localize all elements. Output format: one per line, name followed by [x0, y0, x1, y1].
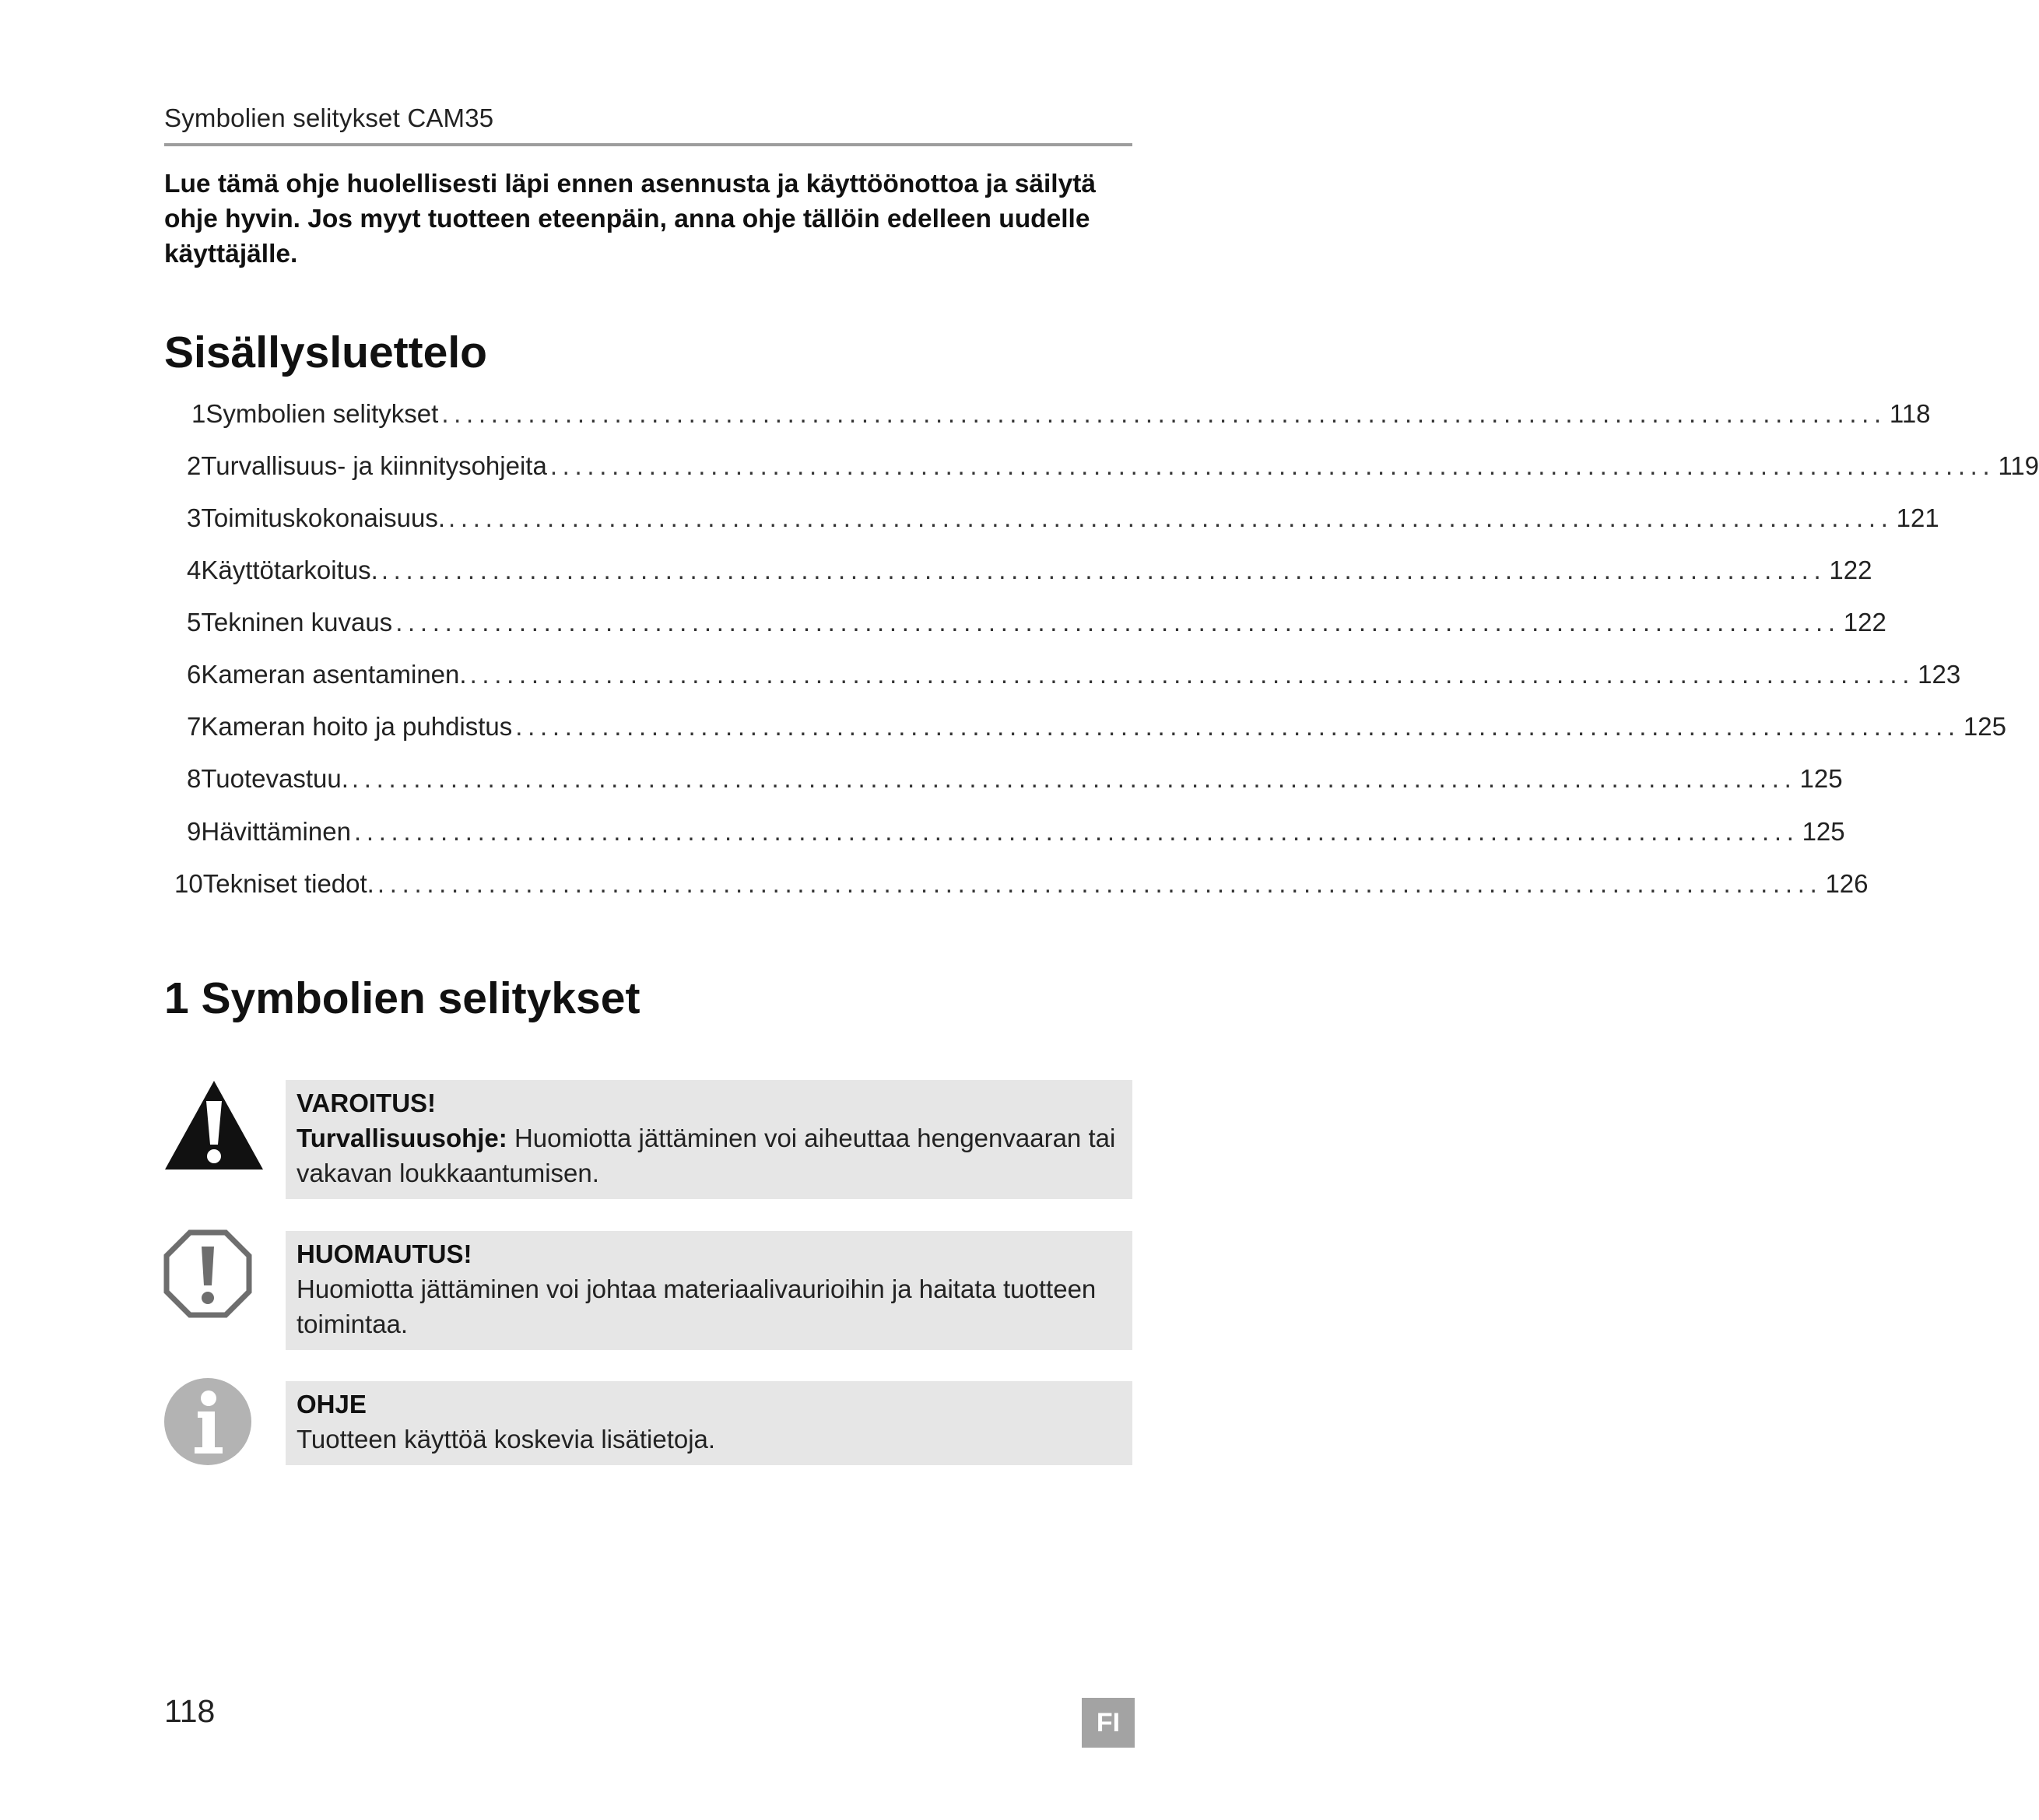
toc-entry-number: 3	[187, 503, 202, 532]
caution-octagon-icon	[163, 1229, 252, 1318]
toc-entry-title: Symbolien selitykset	[205, 399, 439, 428]
toc-entry[interactable]	[187, 556, 1872, 594]
toc-entry-page: 125	[1963, 712, 2006, 741]
toc-entry-page: 123	[1918, 660, 1961, 689]
toc-entry-number: 4	[187, 556, 202, 584]
toc-entry-page: 121	[1896, 503, 1939, 532]
notice-label: OHJE	[297, 1390, 367, 1418]
toc-entry-title: Tuotevastuu.	[201, 764, 349, 793]
warning-notice	[286, 1080, 1132, 1199]
toc-entry[interactable]	[187, 608, 1886, 647]
header-divider	[164, 143, 1132, 146]
toc-entry-page: 118	[1889, 399, 1931, 428]
running-header: Symbolien selitykset CAM35	[164, 103, 494, 132]
info-notice	[286, 1381, 1132, 1465]
toc-entry-title: Kameran hoito ja puhdistus	[201, 712, 513, 741]
toc-entry[interactable]	[187, 764, 1843, 803]
toc-entry-title: Kameran asentaminen.	[201, 660, 467, 689]
toc-leader-dots: .....................................................................................................................	[381, 556, 1827, 584]
notice-body-text: Tuotteen käyttöä koskevia lisätietoja.	[297, 1425, 716, 1454]
notice-lead: Turvallisuusohje:	[297, 1124, 507, 1152]
toc-leader-dots: .....................................................................................................................	[448, 503, 1893, 532]
toc-entry-title: Tekniset tiedot.	[202, 869, 374, 898]
toc-leader-dots: .....................................................................................................................	[395, 608, 1841, 636]
toc-entry[interactable]	[187, 660, 1961, 699]
section-title: 1 Symbolien selitykset	[164, 973, 640, 1023]
toc-entry-page: 126	[1825, 869, 1869, 898]
toc-entry-number: 9	[187, 817, 202, 846]
toc-entry-number: 10	[174, 869, 203, 898]
toc-entry-page: 119	[1998, 451, 2039, 480]
toc-entry-number: 2	[187, 451, 202, 480]
toc-entry-title: Käyttötarkoitus.	[201, 556, 378, 584]
toc-entry[interactable]	[174, 869, 1869, 908]
toc-entry-number: 8	[187, 764, 202, 793]
caution-notice	[286, 1231, 1132, 1350]
toc-entry[interactable]	[187, 451, 2039, 490]
toc-leader-dots: .....................................................................................................................	[469, 660, 1915, 689]
toc-entry-number: 1	[191, 399, 206, 428]
notice-text	[297, 1120, 1121, 1191]
toc-entry[interactable]	[187, 712, 2006, 751]
toc-leader-dots: .....................................................................................................................	[515, 712, 1960, 741]
toc-entry-number: 5	[187, 608, 202, 636]
notice-label: VAROITUS!	[297, 1089, 437, 1117]
toc-entry[interactable]	[187, 817, 1845, 856]
warning-triangle-icon	[163, 1079, 265, 1171]
toc-entry-page: 122	[1843, 608, 1886, 636]
toc-entry[interactable]	[191, 399, 1931, 438]
toc-entry-page: 122	[1829, 556, 1872, 584]
toc-leader-dots: .....................................................................................................................	[353, 817, 1799, 846]
notice-body-text: Huomiotta jättäminen voi johtaa materiaalivaurioihin ja haitata tuotteen toimintaa.	[297, 1275, 1097, 1338]
notice-body-text: Huomiotta jättäminen voi aiheuttaa hengenvaaran tai vakavan loukkaantumisen.	[297, 1124, 1116, 1187]
language-badge: FI	[1082, 1698, 1135, 1748]
toc-title: Sisällysluettelo	[164, 328, 488, 377]
toc-entry-page: 125	[1799, 764, 1843, 793]
toc-entry-title: Turvallisuus- ja kiinnitysohjeita	[201, 451, 547, 480]
toc-entry-title: Tekninen kuvaus	[201, 608, 393, 636]
toc-entry[interactable]	[187, 503, 1939, 542]
toc-leader-dots: .....................................................................................................................	[351, 764, 1797, 793]
toc-entry-number: 6	[187, 660, 202, 689]
page-number: 118	[164, 1693, 216, 1729]
notice-label: HUOMAUTUS!	[297, 1240, 472, 1268]
info-icon	[163, 1377, 252, 1466]
intro-paragraph: Lue tämä ohje huolellisesti läpi ennen asennusta ja käyttöönottoa ja säilytä ohje hyvin. Jos myyt tuotteen eteenpäin, anna ohje tällöin edelleen uudelle käyttäjälle.	[164, 170, 1097, 268]
toc-leader-dots: .....................................................................................................................	[377, 869, 1823, 898]
toc-entry-title: Toimituskokonaisuus.	[201, 503, 446, 532]
toc-leader-dots: .....................................................................................................................	[441, 399, 1886, 428]
toc-entry-title: Hävittäminen	[201, 817, 351, 846]
toc-leader-dots: .....................................................................................................................	[549, 451, 1995, 480]
toc-entry-number: 7	[187, 712, 202, 741]
toc-entry-page: 125	[1802, 817, 1845, 846]
